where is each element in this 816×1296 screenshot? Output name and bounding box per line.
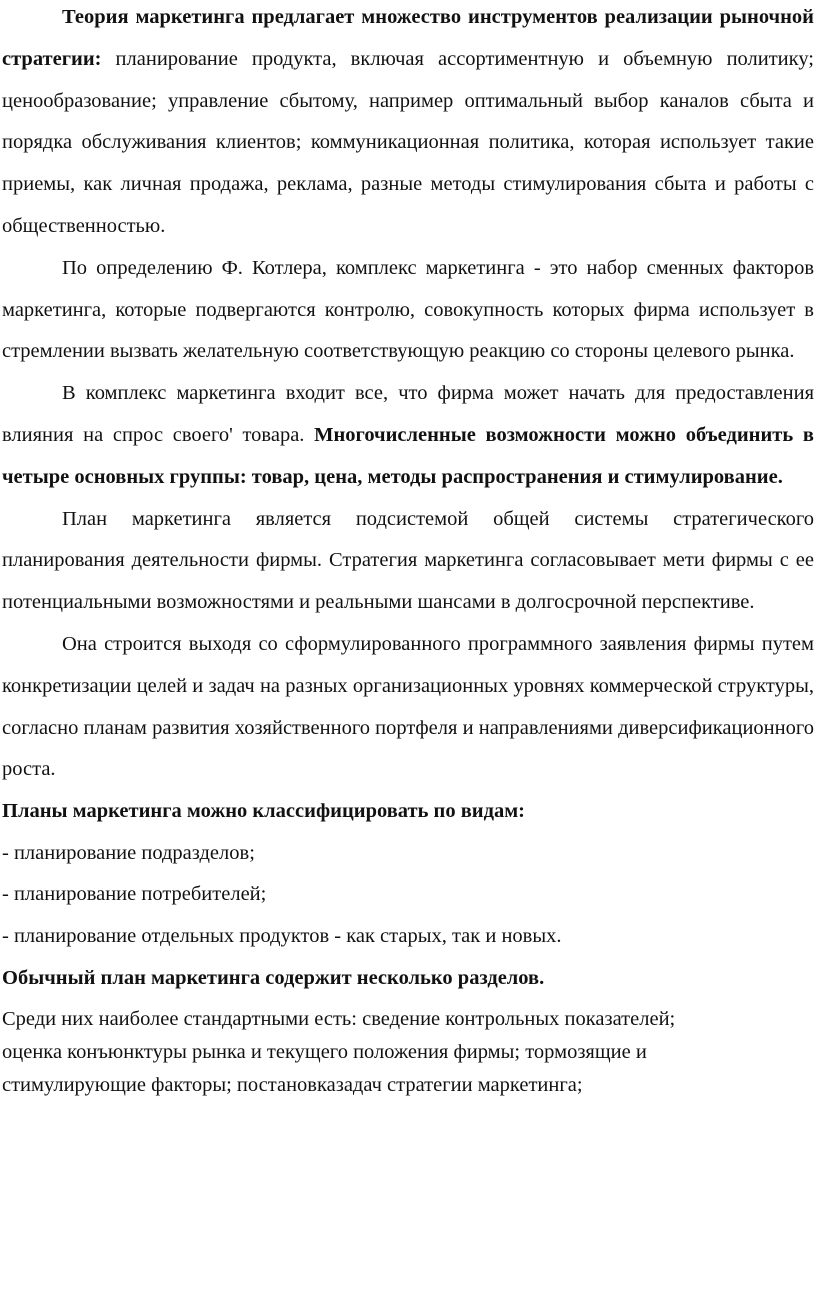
paragraph-body: планирование продукта, включая ассортиментную и объемную политику; ценообразование; управление сбытому, например оптимальный выбор каналов сбыта и порядка обслуживания клиентов; коммуникационная политика, которая использует такие приемы, как личная продажа, реклама, разные методы стимулирования сбыта и работы с общественностью. (2, 47, 814, 237)
paragraph-plan-sections (2, 1003, 814, 1102)
text-line: оценка конъюнктуры рынка и текущего положения фирмы; тормозящие и (2, 1041, 647, 1064)
paragraph-bold-lead: Теория маркетинга предлагает множество инструментов реализации рыночной стратегии: (2, 6, 814, 70)
heading-plan-types: Планы маркетинга можно классифицировать по видам: (2, 800, 526, 823)
paragraph-body: В комплекс маркетинга входит все, что фирма может начать для предоставления влияния на спрос своего' товара. (2, 382, 814, 446)
heading-plan-sections: Обычный план маркетинга содержит несколько разделов. (2, 966, 545, 989)
list-item: - планирование подразделов; (2, 841, 255, 864)
paragraph-marketing-tools (2, 0, 814, 248)
plan-types-list (2, 833, 814, 958)
text-line: Среди них наиболее стандартными есть: сведение контрольных показателей; (2, 1008, 676, 1031)
paragraph-body: Она строится выходя со сформулированного программного заявления фирмы путем конкретизации целей и задач на разных организационных уровнях коммерческой структуры, согласно планам развития хозяйственного портфеля и направлениями диверсификационного роста. (2, 632, 814, 781)
text-line: стимулирующие факторы; постановказадач стратегии маркетинга; (2, 1074, 583, 1097)
paragraph-body: По определению Ф. Котлера, комплекс маркетинга - это набор сменных факторов маркетинга, которые подвергаются контролю, совокупность которых фирма использует в стремлении вызвать желательную соответствующую реакцию со стороны целевого рынка. (2, 256, 814, 363)
paragraph-marketing-mix (2, 373, 814, 498)
paragraph-marketing-plan (2, 499, 814, 624)
list-item: - планирование потребителей; (2, 883, 267, 906)
paragraph-body: План маркетинга является подсистемой общей системы стратегического планирования деятельности фирмы. Стратегия маркетинга согласовывает мети фирмы с ее потенциальными возможностями и реальными шансами в долгосрочной перспективе. (2, 507, 814, 614)
paragraph-strategy-basis (2, 624, 814, 791)
paragraph-kotler-definition (2, 248, 814, 373)
paragraph-bold-tail: Многочисленные возможности можно объединить в четыре основных группы: товар, цена, методы распространения и стимулирование. (2, 423, 814, 488)
list-item: - планирование отдельных продуктов - как старых, так и новых. (2, 924, 562, 947)
